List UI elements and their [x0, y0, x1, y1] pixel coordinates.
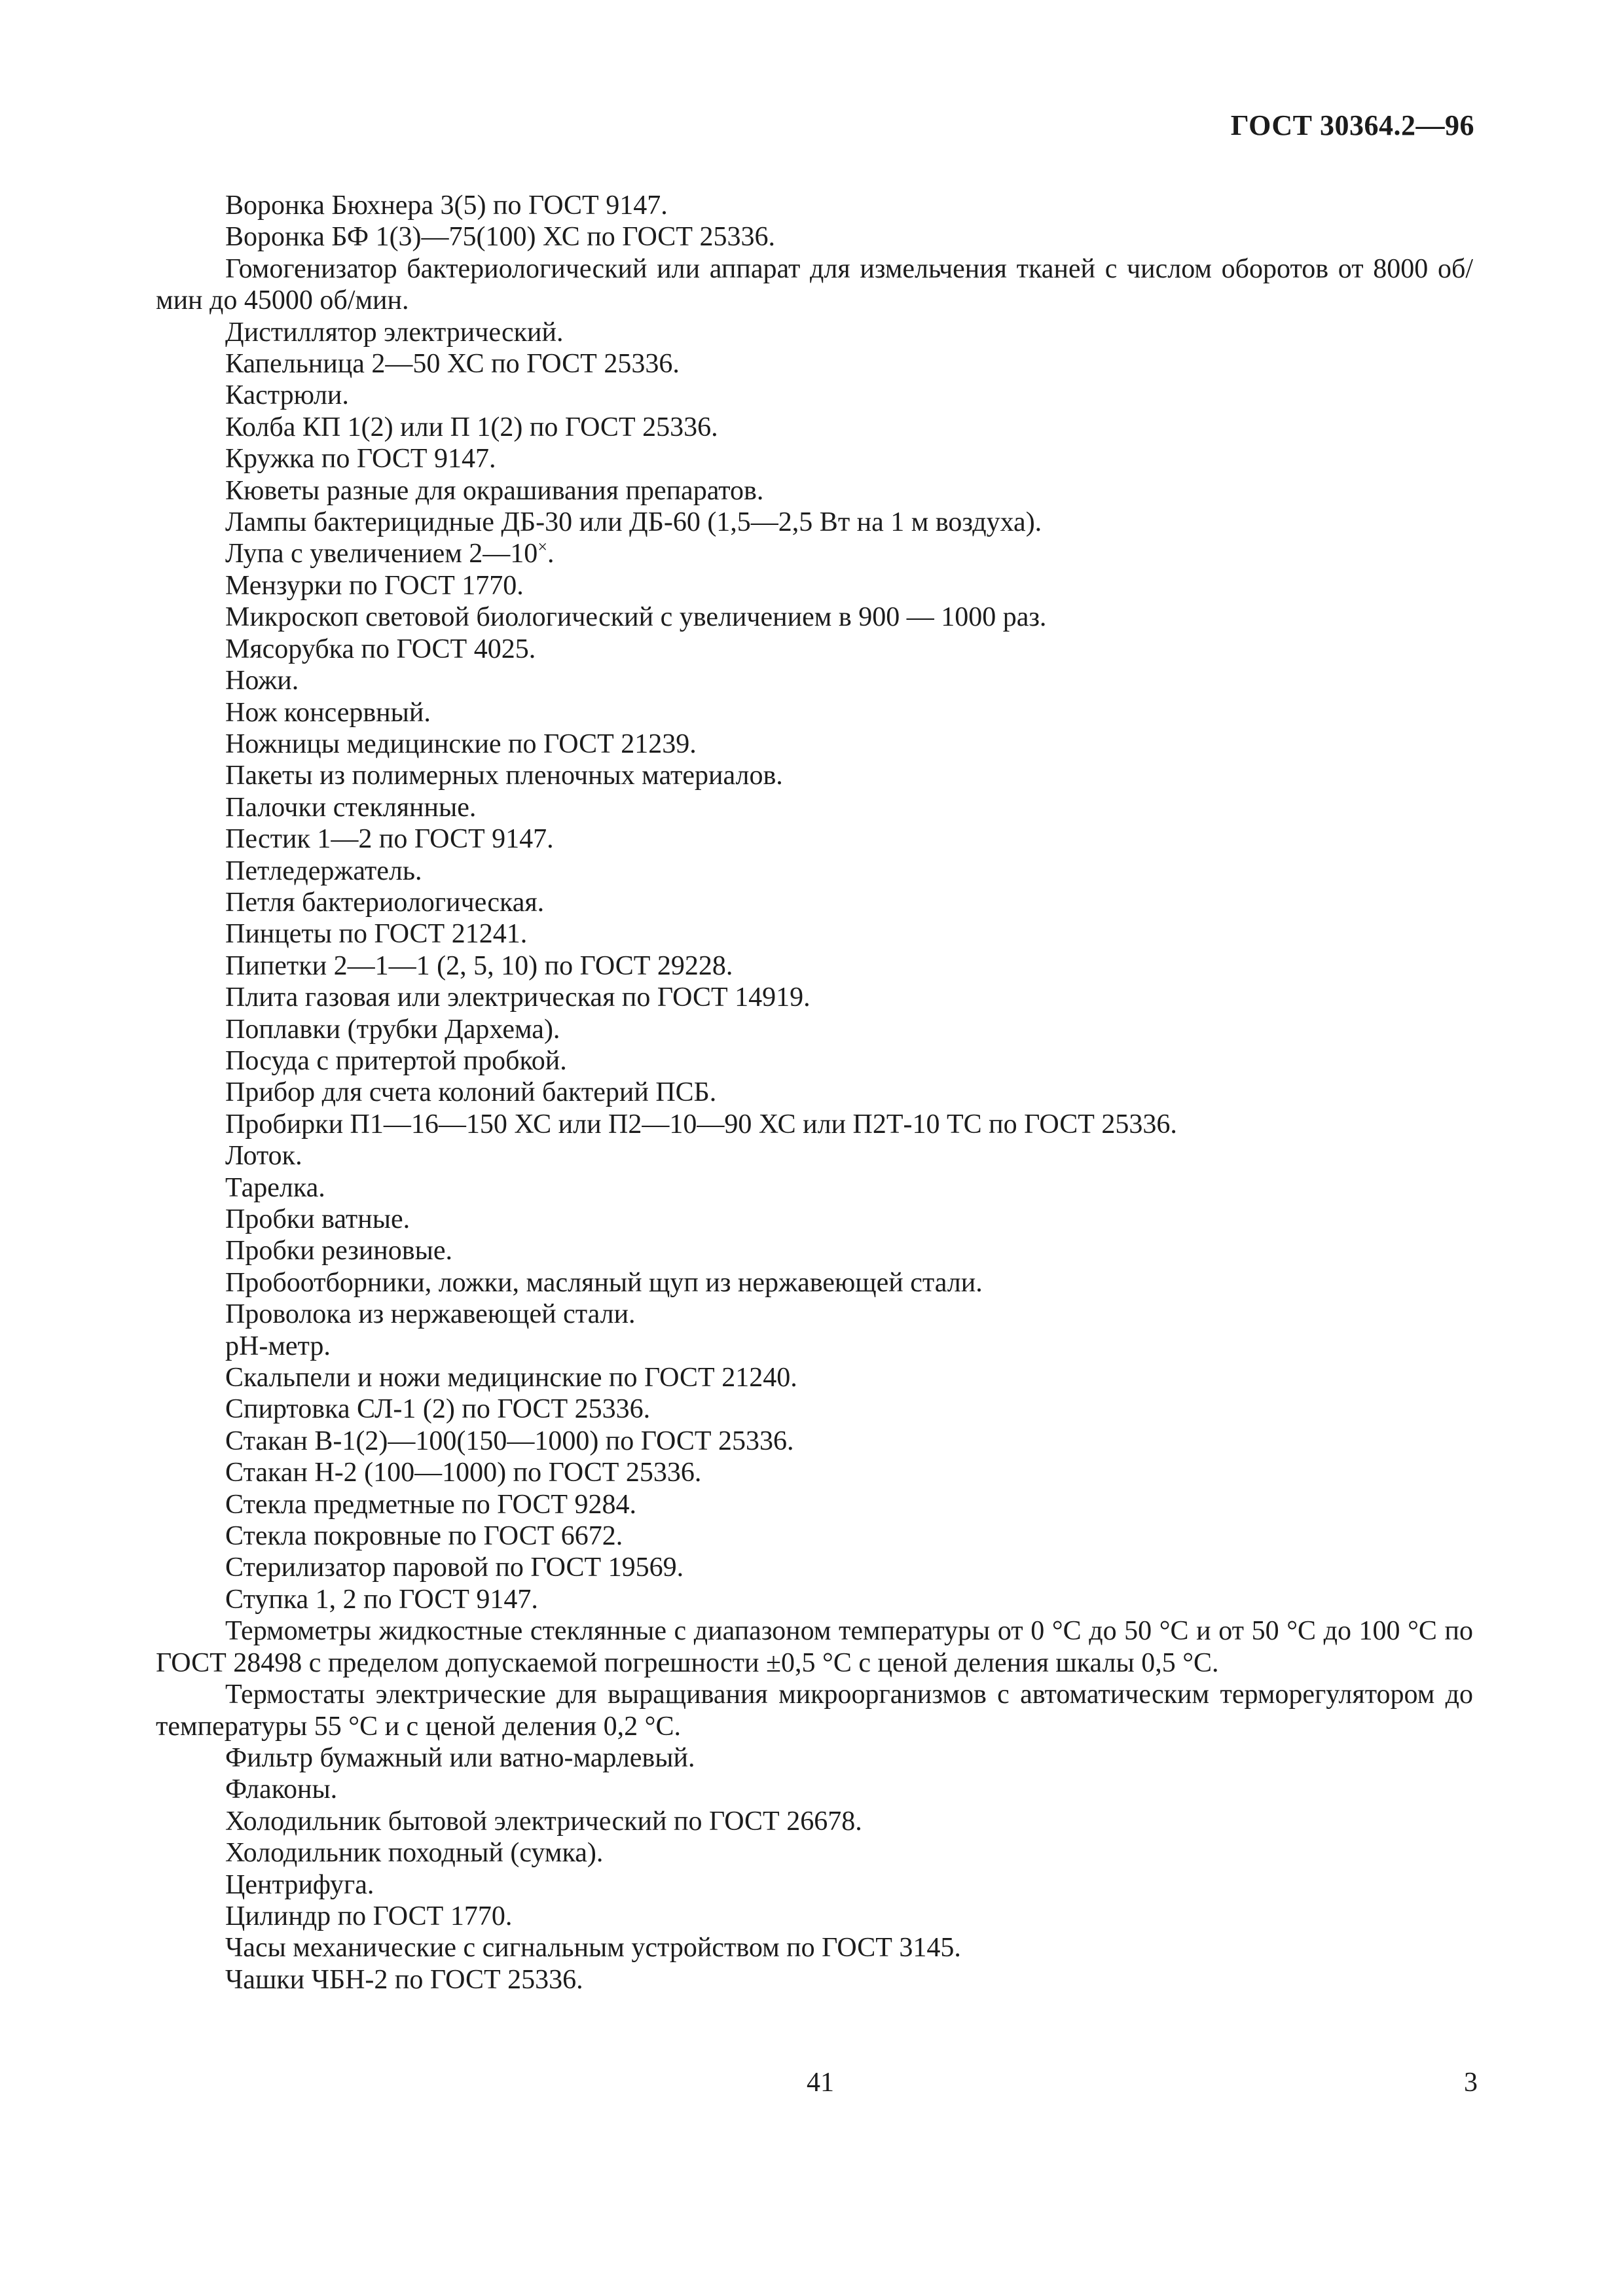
list-item: Ножи.: [225, 666, 299, 696]
list-item: Спиртовка СЛ-1 (2) по ГОСТ 25336.: [225, 1394, 651, 1425]
list-item: Термостаты электрические для выращивания микроорганизмов с автоматическим терморегулятором до температуры 55 °С и с ценой деления 0,2 °С.: [156, 1679, 1473, 1742]
list-item: Дистиллятор электрический.: [225, 317, 564, 348]
list-item: Прибор для счета колоний бактерий ПСБ.: [225, 1077, 717, 1108]
list-item: Капельница 2—50 ХС по ГОСТ 25336.: [225, 349, 680, 380]
list-item: Кружка по ГОСТ 9147.: [225, 444, 496, 475]
list-item: Лампы бактерицидные ДБ-30 или ДБ-60 (1,5—2,5 Вт на 1 м воздуха).: [225, 507, 1042, 538]
list-item: Стекла предметные по ГОСТ 9284.: [225, 1489, 637, 1520]
list-item: Чашки ЧБН-2 по ГОСТ 25336.: [225, 1964, 583, 1995]
list-item: Пробирки П1—16—150 ХС или П2—10—90 ХС или П2Т-10 ТС по ГОСТ 25336.: [225, 1109, 1177, 1139]
list-item: Ножницы медицинские по ГОСТ 21239.: [225, 728, 697, 759]
list-item: Тарелка.: [225, 1172, 325, 1203]
list-item: Холодильник походный (сумка).: [225, 1838, 604, 1869]
list-item: Часы механические с сигнальным устройством по ГОСТ 3145.: [225, 1933, 961, 1964]
list-item: Проволока из нержавеющей стали.: [225, 1299, 636, 1330]
list-item: Скальпели и ножи медицинские по ГОСТ 21240.: [225, 1363, 797, 1393]
list-item: Фильтр бумажный или ватно-марлевый.: [225, 1742, 695, 1773]
list-item: Кюветы разные для окрашивания препаратов.: [225, 475, 764, 506]
document-number: ГОСТ 30364.2—96: [1230, 109, 1474, 141]
list-item: Пипетки 2—1—1 (2, 5, 10) по ГОСТ 29228.: [225, 950, 733, 981]
list-item: Ступка 1, 2 по ГОСТ 9147.: [225, 1584, 538, 1615]
list-item: Пробки резиновые.: [225, 1236, 452, 1266]
list-item: Пинцеты по ГОСТ 21241.: [225, 919, 528, 950]
list-item: [156, 538, 1473, 569]
list-item: Кастрюли.: [225, 380, 349, 411]
list-item: Мясорубка по ГОСТ 4025.: [225, 634, 536, 664]
list-item: Микроскоп световой биологический с увеличением в 900 — 1000 раз.: [225, 602, 1047, 633]
page-number-center: 41: [807, 2068, 834, 2098]
list-item: Пестик 1—2 по ГОСТ 9147.: [225, 824, 554, 855]
page-number-right: 3: [1464, 2068, 1478, 2098]
list-item: Флаконы.: [225, 1774, 338, 1805]
list-item: Пакеты из полимерных пленочных материалов.: [225, 761, 783, 791]
list-item: Пробки ватные.: [225, 1204, 410, 1234]
list-item-tail: .: [547, 539, 555, 569]
list-item: Лоток.: [225, 1141, 302, 1172]
list-item: Термометры жидкостные стеклянные с диапазоном температуры от 0 °С до 50 °С и от 50 °С до 100 °С по ГОСТ 28498 с пределом допускаемой погрешности ±0,5 °С с ценой деления шкалы 0,5 °С.: [156, 1616, 1473, 1678]
list-item: рН-метр.: [225, 1331, 331, 1361]
list-item: Петледержатель.: [225, 855, 422, 886]
list-item-text: Лупа с увеличением 2—10: [225, 539, 538, 569]
list-item: Центрифуга.: [225, 1869, 374, 1900]
list-item: Стакан Н-2 (100—1000) по ГОСТ 25336.: [225, 1458, 702, 1488]
list-item: Поплавки (трубки Дархема).: [225, 1014, 560, 1045]
list-item: Мензурки по ГОСТ 1770.: [225, 570, 524, 601]
equipment-list: [156, 190, 1473, 1996]
list-item: Пробоотборники, ложки, масляный щуп из нержавеющей стали.: [225, 1267, 983, 1298]
list-item: Петля бактериологическая.: [225, 887, 545, 918]
list-item: Гомогенизатор бактериологический или аппарат для измельчения тканей с числом оборотов от 8000 об/мин до 45000 об/мин.: [156, 253, 1473, 316]
list-item: Плита газовая или электрическая по ГОСТ 14919.: [225, 982, 811, 1013]
list-item: Палочки стеклянные.: [225, 792, 477, 823]
list-item: Стерилизатор паровой по ГОСТ 19569.: [225, 1552, 684, 1583]
list-item: Нож консервный.: [225, 697, 431, 728]
list-item: Холодильник бытовой электрический по ГОСТ 26678.: [225, 1806, 862, 1837]
list-item: Колба КП 1(2) или П 1(2) по ГОСТ 25336.: [225, 412, 718, 442]
superscript-multiplier: ×: [538, 537, 547, 557]
list-item: Цилиндр по ГОСТ 1770.: [225, 1901, 513, 1931]
list-item: Воронка Бюхнера 3(5) по ГОСТ 9147.: [225, 190, 668, 221]
list-item: Стекла покровные по ГОСТ 6672.: [225, 1521, 623, 1552]
list-item: Посуда с притертой пробкой.: [225, 1045, 567, 1076]
list-item: Стакан В-1(2)—100(150—1000) по ГОСТ 25336.: [225, 1426, 794, 1456]
list-item: Воронка БФ 1(3)—75(100) ХС по ГОСТ 25336.: [225, 222, 775, 253]
